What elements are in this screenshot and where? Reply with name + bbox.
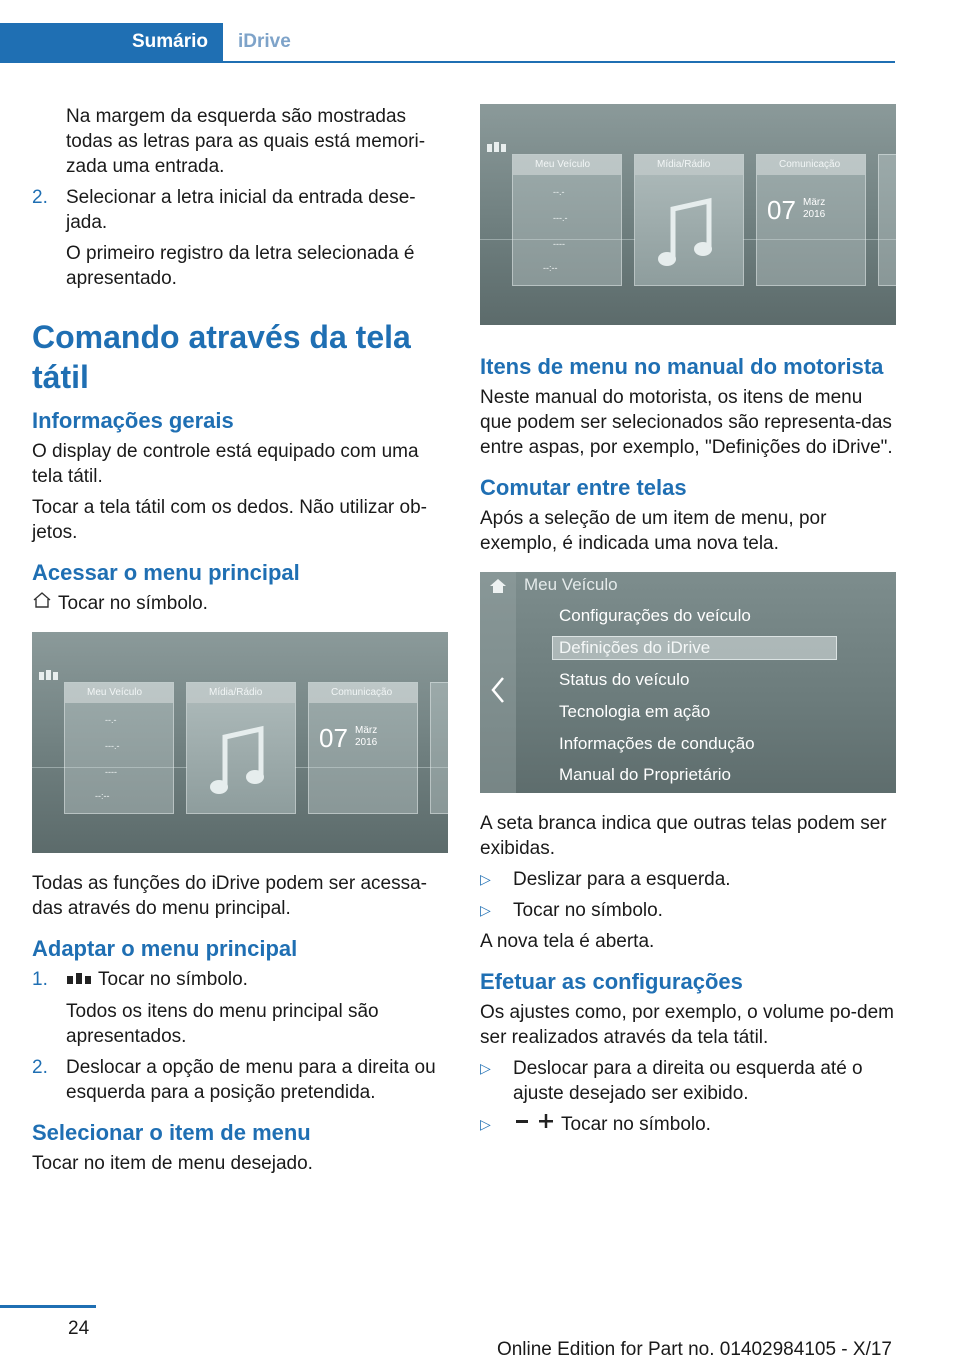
bullet-1: ▷ Deslizar para a esquerda. — [480, 869, 731, 890]
select-paragraph: Tocar no item de menu desejado. — [32, 1152, 313, 1174]
header-tabs — [0, 23, 895, 63]
adapt-step-1: 1. Tocar no símbolo. — [32, 967, 448, 992]
step-2-result: O primeiro registro da letra selecionada é apresentado. — [66, 243, 415, 289]
arrow-paragraph: A seta branca indica que outras telas podem ser exibidas. — [480, 813, 887, 859]
heading-access: Acessar o menu principal — [32, 560, 300, 585]
right-column — [480, 104, 896, 1143]
settings-paragraph: Os ajustes como, por exemplo, o volume po‐dem ser realizados através da tela tátil. — [480, 1002, 894, 1048]
info-paragraph-2: Tocar a tela tátil com os dedos. Não utilizar ob‐jetos. — [32, 497, 427, 543]
switch-paragraph: Após a seleção de um item de menu, por exemplo, é indicada uma nova tela. — [480, 508, 827, 554]
menu-header: Meu Veículo — [524, 575, 618, 594]
triangle-bullet-icon: ▷ — [480, 1116, 491, 1132]
card-midia-radio[interactable]: Mídia/Rádio — [634, 154, 744, 286]
items-paragraph: Neste manual do motorista, os itens de menu que podem ser selecionados são representa‐das entre aspas, por exemplo, "Definições do iDrive". — [480, 387, 893, 458]
bullet-2: ▷ Tocar no símbolo. — [480, 900, 663, 921]
main-menu-screenshot — [32, 632, 448, 853]
left-column — [32, 104, 448, 1182]
heading-adapt: Adaptar o menu principal — [32, 936, 298, 962]
access-paragraph: Tocar no símbolo. — [32, 591, 448, 616]
edition-note: Online Edition for Part no. 01402984105 - X/17 — [496, 1339, 892, 1360]
menu-item[interactable]: Status do veículo — [559, 670, 690, 689]
card-meu-veiculo[interactable]: Meu Veículo --.- ---.- ---- --:-- — [512, 154, 622, 286]
menu-item[interactable]: Configurações do veículo — [559, 606, 751, 625]
heading-items: Itens de menu no manual do motorista — [480, 354, 884, 379]
bullet-3: ▷ Deslocar para a direita ou esquerda até o ajuste desejado ser exibido. — [480, 1058, 863, 1104]
menu-item-selected[interactable]: Definições do iDrive — [559, 638, 711, 657]
adapt-step-2: 2. Deslocar a opção de menu para a direita ou esquerda para a posição pretendida. — [32, 1056, 436, 1103]
footer-line — [0, 1305, 96, 1308]
chevron-left-icon[interactable] — [490, 676, 506, 704]
card-meu-veiculo[interactable]: Meu Veículo --.- ---.- ---- --:-- — [64, 682, 174, 814]
heading-switch: Comutar entre telas — [480, 475, 687, 500]
menu-sidebar — [480, 572, 516, 793]
triangle-bullet-icon: ▷ — [480, 902, 491, 918]
after-shot-paragraph: Todas as funções do iDrive podem ser acessa‐das através do menu principal. — [32, 873, 427, 920]
bullet-4: ▷ Tocar no símbolo. — [480, 1112, 896, 1137]
intro-paragraph: Na margem da esquerda são mostradas todas as letras para as quais está memori‐zada uma entrada. — [66, 106, 426, 177]
menu-grid-icon — [486, 140, 508, 159]
main-menu-screenshot-2 — [480, 104, 896, 325]
heading-select: Selecionar o item de menu — [32, 1119, 311, 1145]
card-next[interactable] — [430, 682, 448, 814]
menu-item[interactable]: Informações de condução — [559, 734, 755, 753]
heading-info: Informações gerais — [32, 408, 234, 433]
tab-idrive[interactable]: iDrive — [238, 31, 291, 52]
plus-icon — [537, 1112, 555, 1137]
card-comunicacao[interactable]: Comunicação 07 März 2016 — [308, 682, 418, 814]
section-title: Comando através da tela tátil — [32, 319, 411, 395]
heading-settings: Efetuar as configurações — [480, 969, 743, 994]
page-number: 24 — [68, 1318, 90, 1339]
minus-icon — [513, 1112, 531, 1137]
home-icon — [32, 591, 52, 616]
card-midia-radio[interactable]: Mídia/Rádio — [186, 682, 296, 814]
menu-item[interactable]: Manual do Proprietário — [559, 765, 731, 784]
menu-item[interactable]: Tecnologia em ação — [559, 702, 711, 721]
card-comunicacao[interactable]: Comunicação 07 März 2016 — [756, 154, 866, 286]
menu-grid-icon — [38, 668, 60, 687]
menu-grid-icon — [66, 968, 92, 993]
card-next[interactable] — [878, 154, 896, 286]
triangle-bullet-icon: ▷ — [480, 871, 491, 887]
info-paragraph-1: O display de controle está equipado com uma tela tátil. — [32, 441, 419, 487]
new-screen-paragraph: A nova tela é aberta. — [480, 931, 655, 952]
music-note-icon — [187, 703, 295, 813]
home-icon — [489, 578, 507, 594]
adapt-step-1-result: Todos os itens do menu principal são apresentados. — [66, 1000, 379, 1047]
vehicle-menu-screenshot — [480, 572, 896, 793]
tab-sumario[interactable]: Sumário — [0, 23, 223, 61]
triangle-bullet-icon: ▷ — [480, 1060, 491, 1076]
step-2: 2. Selecionar a letra inicial da entrada dese‐jada. — [32, 187, 416, 233]
music-note-icon — [635, 175, 743, 285]
